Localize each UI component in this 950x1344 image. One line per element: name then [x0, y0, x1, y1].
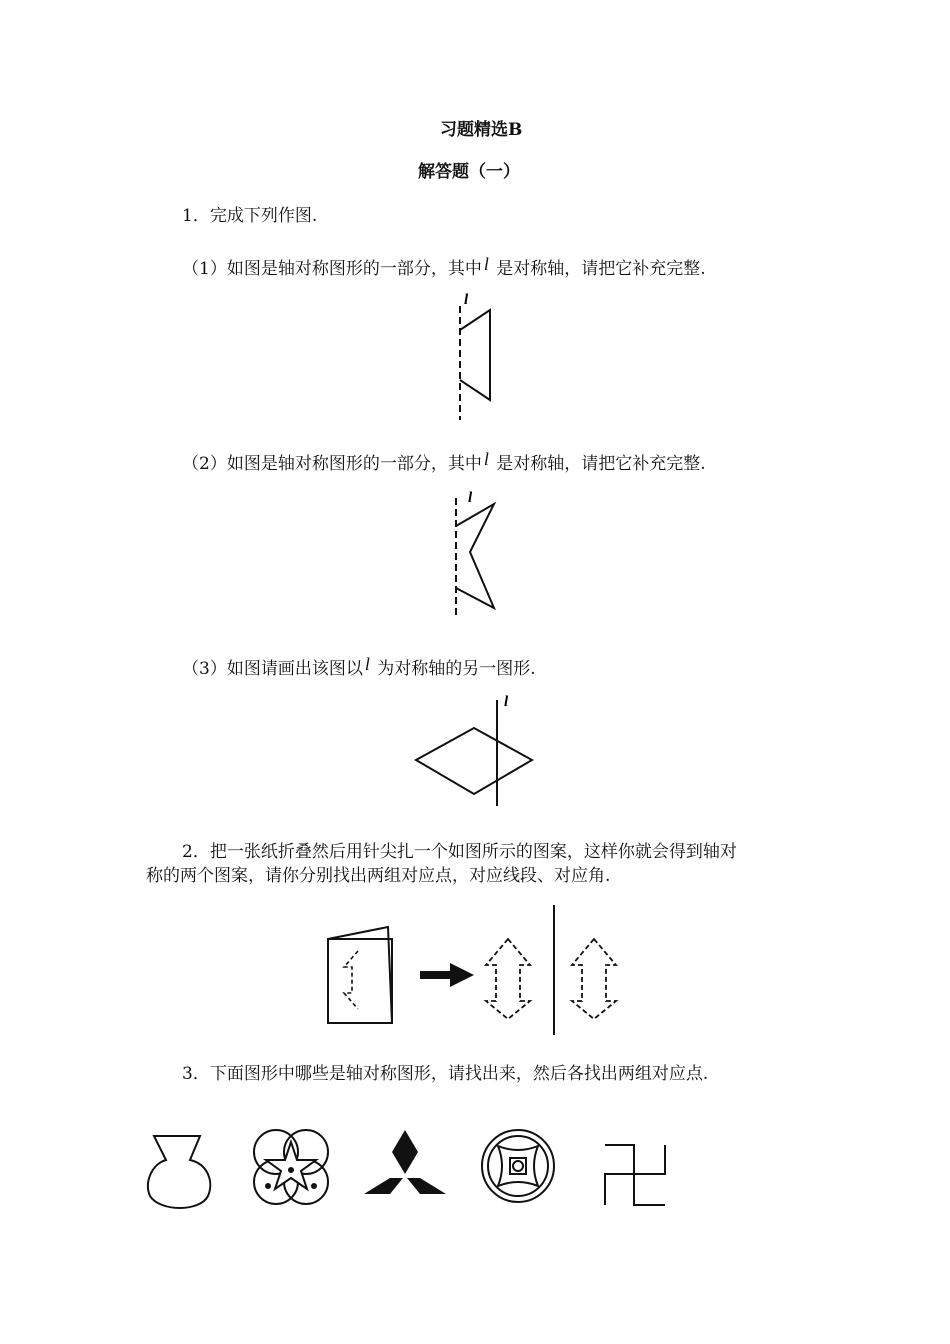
- q1-part2-before: （2）如图是轴对称图形的一部分，其中: [182, 454, 482, 474]
- axis-variable: l: [483, 449, 489, 469]
- half-shape: [460, 310, 490, 400]
- flower-knot-shape: [246, 1122, 336, 1212]
- arrow-right-icon: [420, 963, 474, 987]
- axis-variable: l: [483, 254, 489, 274]
- q1-part1: [182, 254, 706, 279]
- axis-label: l: [468, 490, 473, 506]
- axis-label: l: [504, 694, 509, 710]
- q1-part1-before: （1）如图是轴对称图形的一部分，其中: [182, 259, 482, 279]
- q2-line2: 称的两个图案，请你分别找出两组对应点，对应线段、对应角.: [146, 866, 611, 886]
- q1-stem: 1．完成下列作图.: [182, 206, 318, 226]
- page-title: 习题精选B: [440, 120, 523, 140]
- swastika-like-shape: [600, 1140, 670, 1210]
- figure-1-trapezoid: [448, 292, 508, 422]
- rhombus-shape: [416, 728, 532, 794]
- figure-2-arrow-shape: [448, 488, 508, 618]
- vase-shape: [140, 1126, 220, 1216]
- q3-text: 3．下面图形中哪些是轴对称图形，请找出来，然后各找出两组对应点.: [182, 1064, 709, 1084]
- pattern-left: [486, 939, 530, 1019]
- axis-variable: l: [364, 654, 370, 674]
- section-title: 解答题（一）: [418, 162, 520, 182]
- axis-label: l: [464, 292, 469, 308]
- q1-part3: [182, 654, 536, 679]
- figure-q2-folded-paper: [324, 903, 634, 1038]
- q1-part3-before: （3）如图请画出该图以: [182, 659, 363, 679]
- q1-part2-after: 是对称轴，请把它补充完整.: [490, 454, 706, 474]
- folded-paper-icon: [328, 927, 392, 1023]
- q2-line1: 2．把一张纸折叠然后用针尖扎一个如图所示的图案，这样你就会得到轴对: [182, 842, 737, 862]
- q1-part2: [182, 449, 706, 474]
- coin-shape: [478, 1126, 558, 1206]
- q1-part3-after: 为对称轴的另一图形.: [371, 659, 536, 679]
- three-diamonds-shape: [360, 1126, 450, 1206]
- half-shape: [456, 504, 494, 608]
- pattern-right: [572, 939, 616, 1019]
- q1-part1-after: 是对称轴，请把它补充完整.: [490, 259, 706, 279]
- figure-3-rhombus: [410, 692, 550, 812]
